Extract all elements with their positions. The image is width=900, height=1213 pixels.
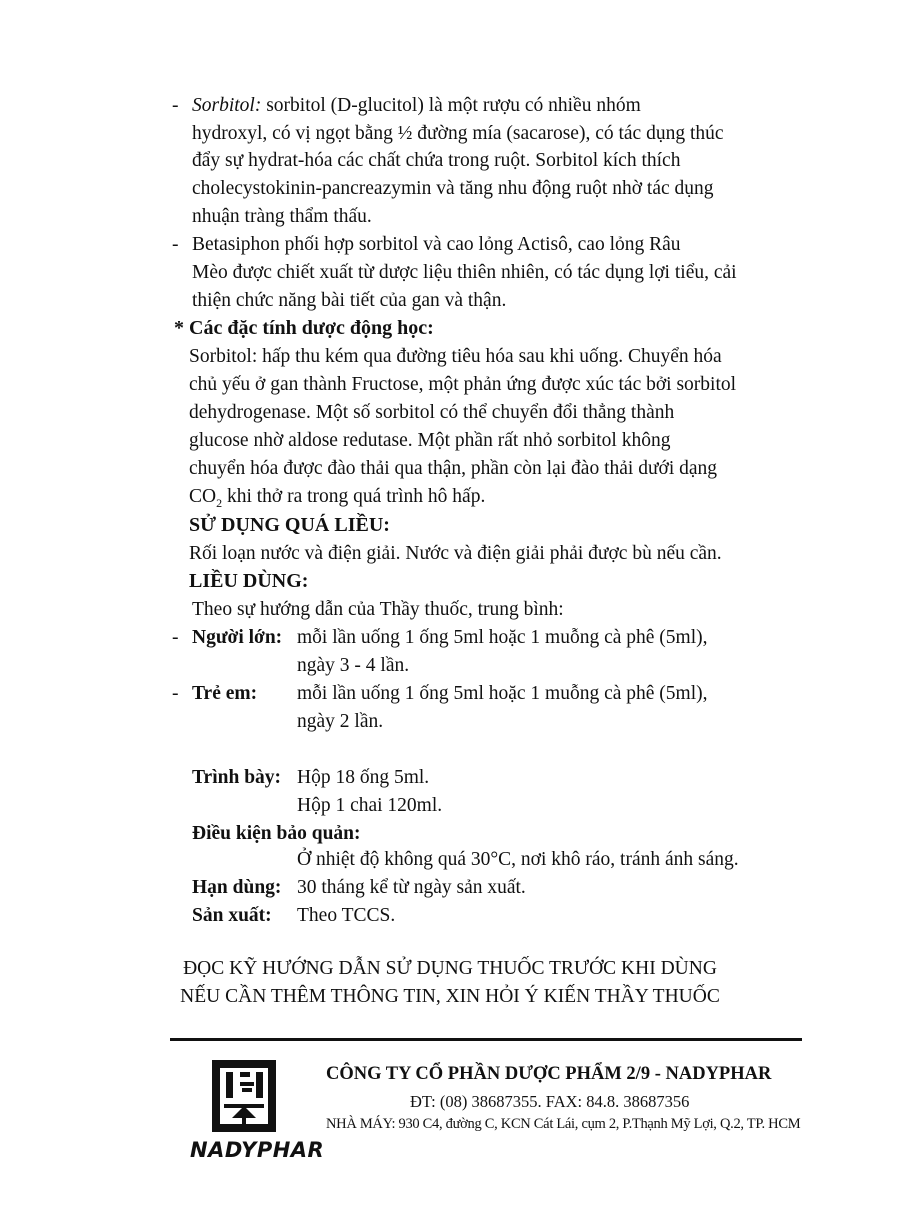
manufacture-label: Sản xuất: [192, 905, 272, 926]
betasiphon-line-3: thiện chức năng bài tiết của gan và thận. [192, 290, 507, 311]
pk-line-5: chuyển hóa được đào thải qua thận, phần còn lại đào thải dưới dạng [189, 458, 718, 479]
pharmacokinetics-heading: * Các đặc tính dược động học: [174, 317, 434, 339]
pk-line-6-rest: khi thở ra trong quá trình hô hấp. [222, 486, 486, 507]
logo-wordmark: NADYPHAR [190, 1138, 325, 1162]
adult-label: Người lớn: [192, 627, 283, 648]
co2-subscript: 2 [216, 495, 223, 510]
bullet-dash: - [172, 627, 179, 648]
child-dose-line-1: mỗi lần uống 1 ống 5ml hoặc 1 muỗng cà phê (5ml), [297, 683, 708, 704]
sorbitol-term: Sorbitol: [192, 95, 262, 116]
bullet-dash: - [172, 683, 179, 704]
nadyphar-emblem-icon [196, 1058, 316, 1138]
packaging-label: Trình bày: [192, 767, 282, 788]
warning-line-1: ĐỌC KỸ HƯỚNG DẪN SỬ DỤNG THUỐC TRƯỚC KHI DÙNG [183, 958, 717, 979]
manufacture-text: Theo TCCS. [297, 905, 396, 926]
sorbitol-line-3: đẩy sự hydrat-hóa các chất chứa trong ruột. Sorbitol kích thích [192, 150, 681, 171]
divider-rule [170, 1038, 802, 1041]
betasiphon-line-1: Betasiphon phối hợp sorbitol và cao lỏng Actisô, cao lỏng Râu [192, 234, 681, 255]
child-dose-line-2: ngày 2 lần. [297, 711, 384, 732]
company-name: CÔNG TY CỔ PHẦN DƯỢC PHẨM 2/9 - NADYPHAR [326, 1064, 772, 1084]
bullet-dash: - [172, 234, 179, 255]
child-label: Trẻ em: [192, 683, 258, 704]
sorbitol-line-2: hydroxyl, có vị ngọt bằng ½ đường mía (sacarose), có tác dụng thúc [192, 123, 724, 144]
warning-line-2: NẾU CẦN THÊM THÔNG TIN, XIN HỎI Ý KIẾN THẦY THUỐC [180, 986, 720, 1007]
company-logo [190, 1058, 325, 1168]
pk-line-3: dehydrogenase. Một số sorbitol có thể chuyển đổi thẳng thành [189, 402, 675, 423]
co2-prefix: CO [189, 486, 217, 507]
bullet-dash: - [172, 95, 179, 116]
sorbitol-line-1 [192, 92, 784, 119]
expiry-label: Hạn dùng: [192, 877, 282, 898]
dosage-heading: LIỀU DÙNG: [189, 570, 309, 592]
betasiphon-line-2: Mèo được chiết xuất từ dược liệu thiên nhiên, có tác dụng lợi tiểu, cải [192, 262, 737, 283]
packaging-line-1: Hộp 18 ống 5ml. [297, 767, 430, 788]
dosage-intro: Theo sự hướng dẫn của Thầy thuốc, trung bình: [192, 599, 564, 620]
pk-line-2: chủ yếu ở gan thành Fructose, một phản ứng được xúc tác bởi sorbitol [189, 374, 737, 395]
storage-label: Điều kiện bảo quản: [192, 823, 361, 844]
pk-line-4: glucose nhờ aldose redutase. Một phần rất nhỏ sorbitol không [189, 430, 671, 451]
company-address: NHÀ MÁY: 930 C4, đường C, KCN Cát Lái, cụm 2, P.Thạnh Mỹ Lợi, Q.2, TP. HCM [326, 1116, 801, 1132]
adult-dose-line-1: mỗi lần uống 1 ống 5ml hoặc 1 muỗng cà phê (5ml), [297, 627, 708, 648]
sorbitol-line-5: nhuận tràng thẩm thấu. [192, 206, 372, 227]
adult-dose-line-2: ngày 3 - 4 lần. [297, 655, 410, 676]
pk-line-1: Sorbitol: hấp thu kém qua đường tiêu hóa sau khi uống. Chuyển hóa [189, 346, 722, 367]
expiry-text: 30 tháng kể từ ngày sản xuất. [297, 877, 526, 898]
overdose-text: Rối loạn nước và điện giải. Nước và điện giải phải được bù nếu cần. [189, 543, 722, 564]
company-phone: ĐT: (08) 38687355. FAX: 84.8. 38687356 [410, 1092, 690, 1111]
packaging-line-2: Hộp 1 chai 120ml. [297, 795, 443, 816]
sorbitol-text: sorbitol (D-glucitol) là một rượu có nhiều nhóm [261, 95, 641, 116]
sorbitol-line-4: cholecystokinin-pancreazymin và tăng nhu động ruột nhờ tác dụng [192, 178, 714, 199]
overdose-heading: SỬ DỤNG QUÁ LIỀU: [189, 514, 390, 536]
storage-text: Ở nhiệt độ không quá 30°C, nơi khô ráo, tránh ánh sáng. [297, 849, 739, 870]
